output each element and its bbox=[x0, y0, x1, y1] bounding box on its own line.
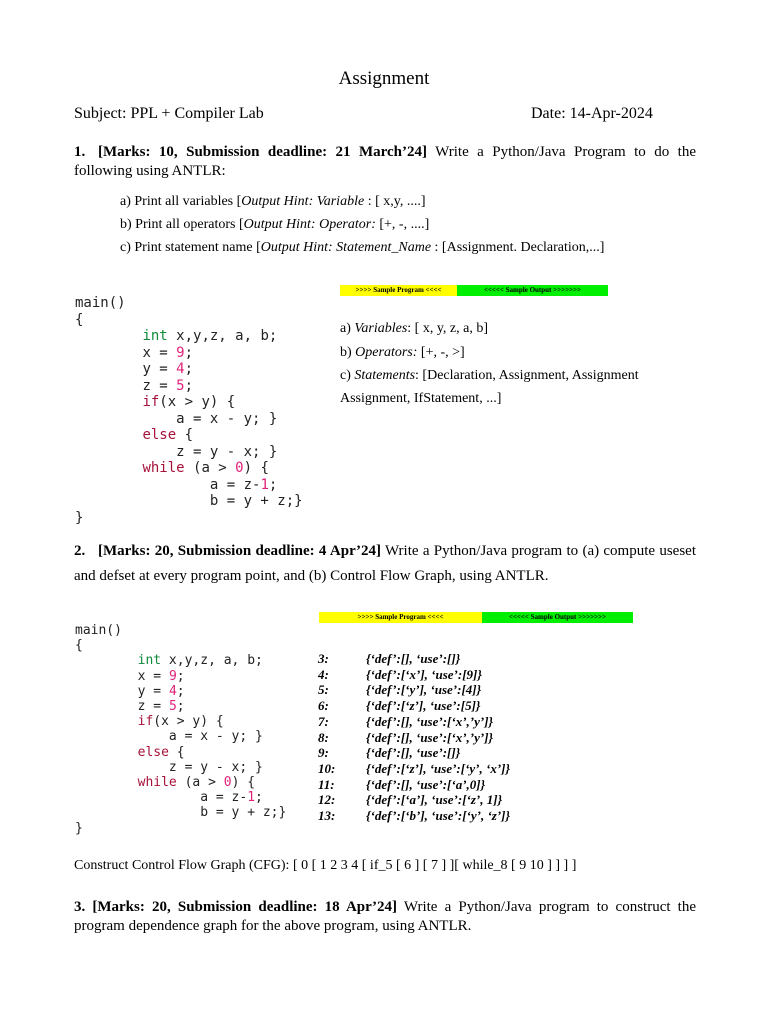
sample-program-label-2: >>>> Sample Program <<<< bbox=[319, 612, 482, 623]
question-1-marks: [Marks: 10, Submission deadline: 21 March’24] bbox=[98, 144, 428, 160]
question-2-text: Write a Python/Java program to (a) compute useset and defset at every program point, and (b) Control Flow Graph, using ANTLR. bbox=[74, 543, 696, 584]
use-def-line: 7: {‘def’:[], ‘use’:[‘x’,’y’]} bbox=[318, 713, 494, 729]
use-def-line: 12: {‘def’:[‘a’], ‘use’:[‘z’, 1]} bbox=[318, 792, 503, 808]
output-statements-cont: Assignment, IfStatement, ...] bbox=[340, 391, 502, 406]
use-def-line: 9: {‘def’:[], ‘use’:[]} bbox=[318, 745, 461, 761]
question-1-text: Write a Python/Java Program to do the following using ANTLR: bbox=[74, 144, 696, 179]
question-1 bbox=[74, 143, 696, 181]
question-3-text: Write a Python/Java program to construct the program dependence graph for the above program, using ANTLR. bbox=[74, 899, 696, 934]
output-statements: c) Statements: [Declaration, Assignment, Assignment bbox=[340, 368, 639, 383]
subject: Subject: PPL + Compiler Lab bbox=[74, 105, 264, 122]
use-def-line: 3: {‘def’:[], ‘use’:[]} bbox=[318, 651, 461, 666]
question-2 bbox=[74, 539, 696, 589]
use-def-line: 6: {‘def’:[‘z’], ‘use’:[5]} bbox=[318, 698, 481, 714]
code-sample-1: main() { int x,y,z, a, b; x = 9; y = 4; z = 5; if(x > y) { a = x - y; } else { z = y - x; } while (a > 0) { a = z-1; b = y + z;} } bbox=[75, 295, 303, 526]
sample-output-label-2: <<<<< Sample Output >>>>>>> bbox=[482, 612, 633, 623]
question-2-number: 2. bbox=[74, 543, 86, 559]
output-variables: a) Variables: [ x, y, z, a, b] bbox=[340, 321, 489, 336]
use-def-line: 4: {‘def’:[‘x’], ‘use’:[9]} bbox=[318, 666, 482, 682]
code-sample-2: main() { int x,y,z, a, b; x = 9; y = 4; z = 5; if(x > y) { a = x - y; } else { z = y - x; } while (a > 0) { a = z-1; b = y + z;} } bbox=[75, 623, 287, 836]
use-def-line: 5: {‘def’:[‘y’], ‘use’:[4]} bbox=[318, 682, 482, 698]
output-operators: b) Operators: [+, -, >] bbox=[340, 345, 465, 360]
question-3-number: 3. bbox=[74, 899, 86, 915]
q1-item-a: a) Print all variables [Output Hint: Variable : [ x,y, ....] bbox=[120, 194, 426, 209]
q1-item-b: b) Print all operators [Output Hint: Operator: [+, -, ....] bbox=[120, 217, 430, 232]
date: Date: 14-Apr-2024 bbox=[531, 105, 653, 122]
use-def-line: 13: {‘def’:[‘b’], ‘use’:[‘y’, ‘z’]} bbox=[318, 808, 511, 824]
question-3-marks: [Marks: 20, Submission deadline: 18 Apr’24] bbox=[92, 899, 398, 915]
q1-item-c: c) Print statement name [Output Hint: Statement_Name : [Assignment. Declaration,...] bbox=[120, 240, 605, 255]
question-1-number: 1. bbox=[74, 144, 86, 160]
sample-output-label: <<<<< Sample Output >>>>>>> bbox=[457, 285, 608, 296]
use-def-line: 11: {‘def’:[], ‘use’:[‘a’,0]} bbox=[318, 776, 486, 792]
sample-program-label: >>>> Sample Program <<<< bbox=[340, 285, 457, 296]
question-3 bbox=[74, 898, 696, 936]
use-def-output bbox=[318, 651, 510, 824]
use-def-line: 8: {‘def’:[], ‘use’:[‘x’,’y’]} bbox=[318, 729, 494, 745]
question-2-marks: [Marks: 20, Submission deadline: 4 Apr’24] bbox=[98, 543, 381, 559]
cfg-output: Construct Control Flow Graph (CFG): [ 0 [ 1 2 3 4 [ if_5 [ 6 ] [ 7 ] ][ while_8 [ 9 10 ] ] ] ] bbox=[74, 858, 577, 873]
use-def-line: 10: {‘def’:[‘z’], ‘use’:[‘y’, ‘x’]} bbox=[318, 760, 511, 776]
page-title: Assignment bbox=[338, 68, 430, 89]
